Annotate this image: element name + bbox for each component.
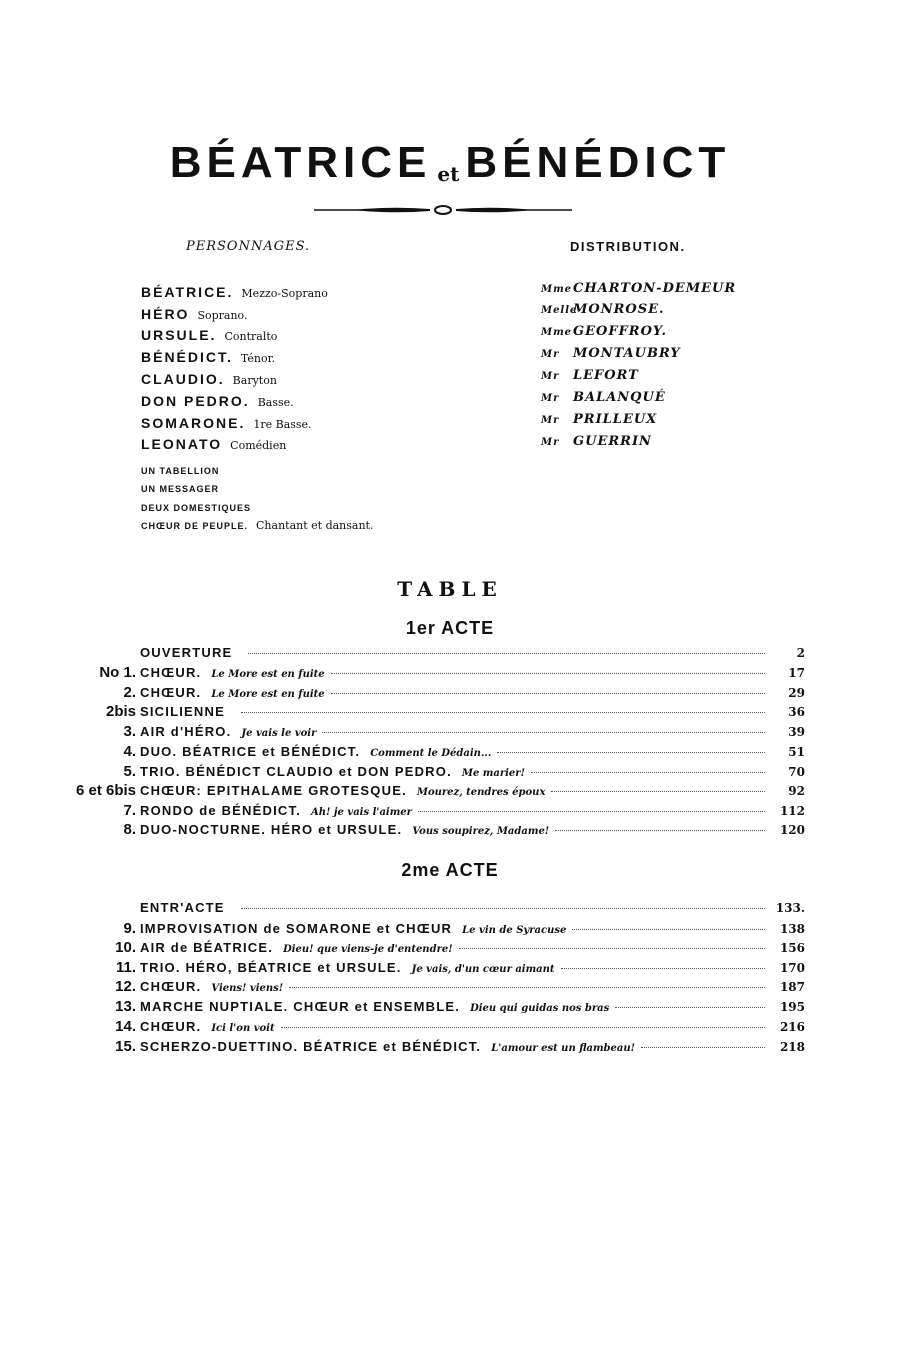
- character-name: CLAUDIO.: [141, 371, 225, 387]
- entry-number: 13.: [115, 998, 136, 1015]
- dot-leader: [248, 653, 765, 654]
- character-row: [141, 434, 286, 454]
- character-row: [141, 304, 247, 324]
- entry-page: 170: [779, 961, 805, 975]
- entry-number: 9.: [123, 920, 136, 937]
- entry-page: 36: [788, 705, 805, 719]
- singer-title: Mr: [541, 371, 560, 382]
- entry-incipit: Le More est en fuite: [211, 669, 325, 680]
- title-part-2: BÉNÉDICT: [465, 138, 731, 187]
- page-title: [0, 138, 900, 188]
- character-row: [141, 413, 312, 433]
- entry-page: 156: [779, 941, 805, 955]
- entry-page: 29: [788, 686, 805, 700]
- dot-leader: [241, 712, 765, 713]
- entry-incipit: Me marier!: [461, 768, 525, 779]
- table-entry: [60, 703, 805, 723]
- act-1-heading: 1er ACTE: [405, 618, 495, 638]
- entry-title: RONDO de BÉNÉDICT.: [140, 803, 302, 818]
- entry-title: DUO-NOCTURNE. HÉRO et URSULE.: [140, 822, 403, 837]
- singer-title: Mr: [541, 393, 560, 404]
- character-row: [141, 496, 251, 516]
- character-name: UN TABELLION: [141, 466, 220, 476]
- singer-title: Mme: [541, 327, 573, 338]
- table-entry: [60, 1038, 805, 1058]
- entry-page: 2: [796, 646, 805, 660]
- entry-number: 3.: [123, 723, 136, 740]
- entry-page: 70: [788, 765, 805, 779]
- table-entry: [60, 802, 805, 822]
- ornamental-divider: [312, 201, 574, 219]
- table-entry: [60, 743, 805, 763]
- character-voice: Baryton: [232, 374, 277, 387]
- character-voice: Comédien: [230, 439, 287, 452]
- entry-page: 51: [788, 745, 805, 759]
- entry-page: 39: [788, 725, 805, 739]
- singer-row: [541, 324, 667, 339]
- entry-page: 195: [779, 1000, 805, 1014]
- dot-leader: [459, 948, 765, 949]
- dot-leader: [281, 1027, 765, 1028]
- character-row: [141, 514, 373, 534]
- entry-title: SICILIENNE: [140, 704, 225, 719]
- entry-page: 218: [779, 1040, 805, 1054]
- dot-leader: [289, 987, 765, 988]
- entry-title: CHŒUR: EPITHALAME GROTESQUE.: [140, 783, 407, 798]
- entry-title: TRIO. HÉRO, BÉATRICE et URSULE.: [140, 960, 402, 975]
- dot-leader: [555, 830, 765, 831]
- character-name: LEONATO: [141, 436, 223, 452]
- table-entry: [60, 998, 805, 1018]
- dot-leader: [572, 929, 765, 930]
- dot-leader: [641, 1047, 765, 1048]
- entry-title: CHŒUR.: [140, 979, 202, 994]
- dot-leader: [418, 811, 765, 812]
- personnages-heading: PERSONNAGES.: [186, 239, 311, 254]
- entry-page: 216: [779, 1020, 805, 1034]
- entry-title: CHŒUR.: [140, 1019, 202, 1034]
- entry-number: 2bis: [105, 703, 136, 720]
- singer-row: [541, 412, 657, 427]
- character-voice: Chantant et dansant.: [256, 519, 374, 532]
- character-row: [141, 477, 219, 497]
- entry-incipit: L'amour est un flambeau!: [491, 1043, 636, 1054]
- singer-row: [541, 368, 639, 383]
- singer-row: [541, 302, 665, 317]
- singer-title: Mme: [541, 284, 573, 295]
- entry-title: SCHERZO-DUETTINO. BÉATRICE et BÉNÉDICT.: [140, 1039, 482, 1054]
- character-name: UN MESSAGER: [141, 484, 220, 494]
- singer-row: [541, 390, 666, 405]
- character-row: [141, 459, 219, 479]
- entry-incipit: Le vin de Syracuse: [462, 925, 567, 936]
- table-entry: [60, 939, 805, 959]
- entry-page: 112: [779, 804, 805, 818]
- table-heading: TABLE: [397, 577, 503, 601]
- entry-incipit: Mourez, tendres époux: [416, 787, 546, 798]
- singer-name: LEFORT: [573, 368, 639, 383]
- table-entry: [60, 684, 805, 704]
- table-entry: [60, 723, 805, 743]
- entry-number: 8.: [123, 821, 136, 838]
- character-name: URSULE.: [141, 327, 217, 343]
- dot-leader: [331, 673, 765, 674]
- character-voice: Ténor.: [240, 352, 276, 365]
- dot-leader: [497, 752, 765, 753]
- character-voice: Basse.: [257, 396, 294, 409]
- dot-leader: [322, 732, 765, 733]
- entry-incipit: Je vais, d'un cœur aimant: [411, 964, 555, 975]
- entry-page: 187: [779, 980, 805, 994]
- entry-number: 15.: [115, 1038, 136, 1055]
- entry-incipit: Vous soupirez, Madame!: [412, 826, 550, 837]
- entry-title: MARCHE NUPTIALE. CHŒUR et ENSEMBLE.: [140, 999, 461, 1014]
- entry-incipit: Viens! viens!: [211, 983, 284, 994]
- distribution-heading: DISTRIBUTION.: [570, 239, 686, 254]
- singer-name: MONROSE.: [573, 302, 665, 317]
- entry-number: 10.: [115, 939, 136, 956]
- singer-row: [541, 434, 652, 449]
- character-name: CHŒUR DE PEUPLE.: [141, 521, 249, 531]
- entry-page: 120: [779, 823, 805, 837]
- character-voice: 1re Basse.: [253, 418, 312, 431]
- entry-page: 138: [779, 922, 805, 936]
- entry-title: ENTR'ACTE: [140, 900, 225, 915]
- entry-page: 133.: [775, 901, 805, 915]
- dot-leader: [331, 693, 765, 694]
- singer-row: [541, 281, 736, 296]
- table-entry: [60, 782, 805, 802]
- entry-title: TRIO. BÉNÉDICT CLAUDIO et DON PEDRO.: [140, 764, 452, 779]
- dot-leader: [561, 968, 765, 969]
- table-entry: [60, 645, 805, 665]
- singer-title: Mr: [541, 437, 560, 448]
- act-2-heading: 2me ACTE: [401, 860, 499, 880]
- entry-incipit: Ah! je vais l'aimer: [311, 807, 412, 818]
- entry-number: No 1.: [99, 664, 136, 681]
- character-name: BÉNÉDICT.: [141, 349, 233, 365]
- entry-number: 14.: [115, 1018, 136, 1035]
- entry-incipit: Ici l'on voit: [211, 1023, 275, 1034]
- character-name: SOMARONE.: [141, 415, 246, 431]
- entry-page: 92: [788, 784, 805, 798]
- table-entry: [60, 978, 805, 998]
- singer-name: MONTAUBRY: [573, 346, 681, 361]
- table-entry: [60, 763, 805, 783]
- character-row: [141, 391, 294, 411]
- character-row: [141, 347, 275, 367]
- entry-number: 6 et 6bis: [75, 782, 136, 799]
- character-row: [141, 282, 328, 302]
- entry-incipit: Dieu qui guidas nos bras: [470, 1003, 610, 1014]
- character-name: DON PEDRO.: [141, 393, 250, 409]
- character-name: DEUX DOMESTIQUES: [141, 503, 252, 513]
- entry-number: 7.: [123, 802, 136, 819]
- character-voice: Soprano.: [197, 309, 248, 322]
- entry-incipit: Comment le Dédain...: [370, 748, 492, 759]
- entry-page: 17: [788, 666, 805, 680]
- entry-title: IMPROVISATION de SOMARONE et CHŒUR: [140, 921, 453, 936]
- title-conjunction: et: [437, 162, 460, 186]
- entry-title: CHŒUR.: [140, 685, 202, 700]
- dot-leader: [615, 1007, 765, 1008]
- entry-number: 4.: [123, 743, 136, 760]
- singer-name: GEOFFROY.: [573, 324, 668, 339]
- entry-number: 12.: [115, 978, 136, 995]
- character-voice: Contralto: [224, 330, 278, 343]
- singer-title: Mr: [541, 415, 560, 426]
- singer-name: GUERRIN: [573, 434, 652, 449]
- table-entry: [60, 920, 805, 940]
- entry-title: AIR d'HÉRO.: [140, 724, 232, 739]
- character-row: [141, 325, 277, 345]
- entry-number: 11.: [115, 959, 136, 976]
- entry-incipit: Je vais le voir: [241, 728, 317, 739]
- singer-name: PRILLEUX: [573, 412, 658, 427]
- entry-title: OUVERTURE: [140, 645, 233, 660]
- dot-leader: [531, 772, 765, 773]
- entry-title: CHŒUR.: [140, 665, 202, 680]
- dot-leader: [241, 908, 765, 909]
- dot-leader: [551, 791, 765, 792]
- table-entry: [60, 959, 805, 979]
- singer-row: [541, 346, 681, 361]
- entry-incipit: Le More est en fuite: [211, 689, 325, 700]
- table-entry: [60, 900, 805, 920]
- singer-title: Mr: [541, 349, 560, 360]
- singer-title: Melle: [541, 305, 578, 316]
- character-name: BÉATRICE.: [141, 284, 234, 300]
- table-entry: [60, 664, 805, 684]
- character-name: HÉRO: [141, 306, 190, 322]
- character-row: [141, 369, 277, 389]
- table-entry: [60, 821, 805, 841]
- entry-incipit: Dieu! que viens-je d'entendre!: [283, 944, 453, 955]
- singer-name: BALANQUÉ: [573, 390, 666, 405]
- entry-number: 2.: [123, 684, 136, 701]
- entry-title: AIR de BÉATRICE.: [140, 940, 274, 955]
- title-part-1: BÉATRICE: [169, 138, 432, 187]
- character-voice: Mezzo-Soprano: [241, 287, 328, 300]
- singer-name: CHARTON-DEMEUR: [573, 281, 737, 296]
- table-entry: [60, 1018, 805, 1038]
- entry-title: DUO. BÉATRICE et BÉNÉDICT.: [140, 744, 361, 759]
- entry-number: 5.: [123, 763, 136, 780]
